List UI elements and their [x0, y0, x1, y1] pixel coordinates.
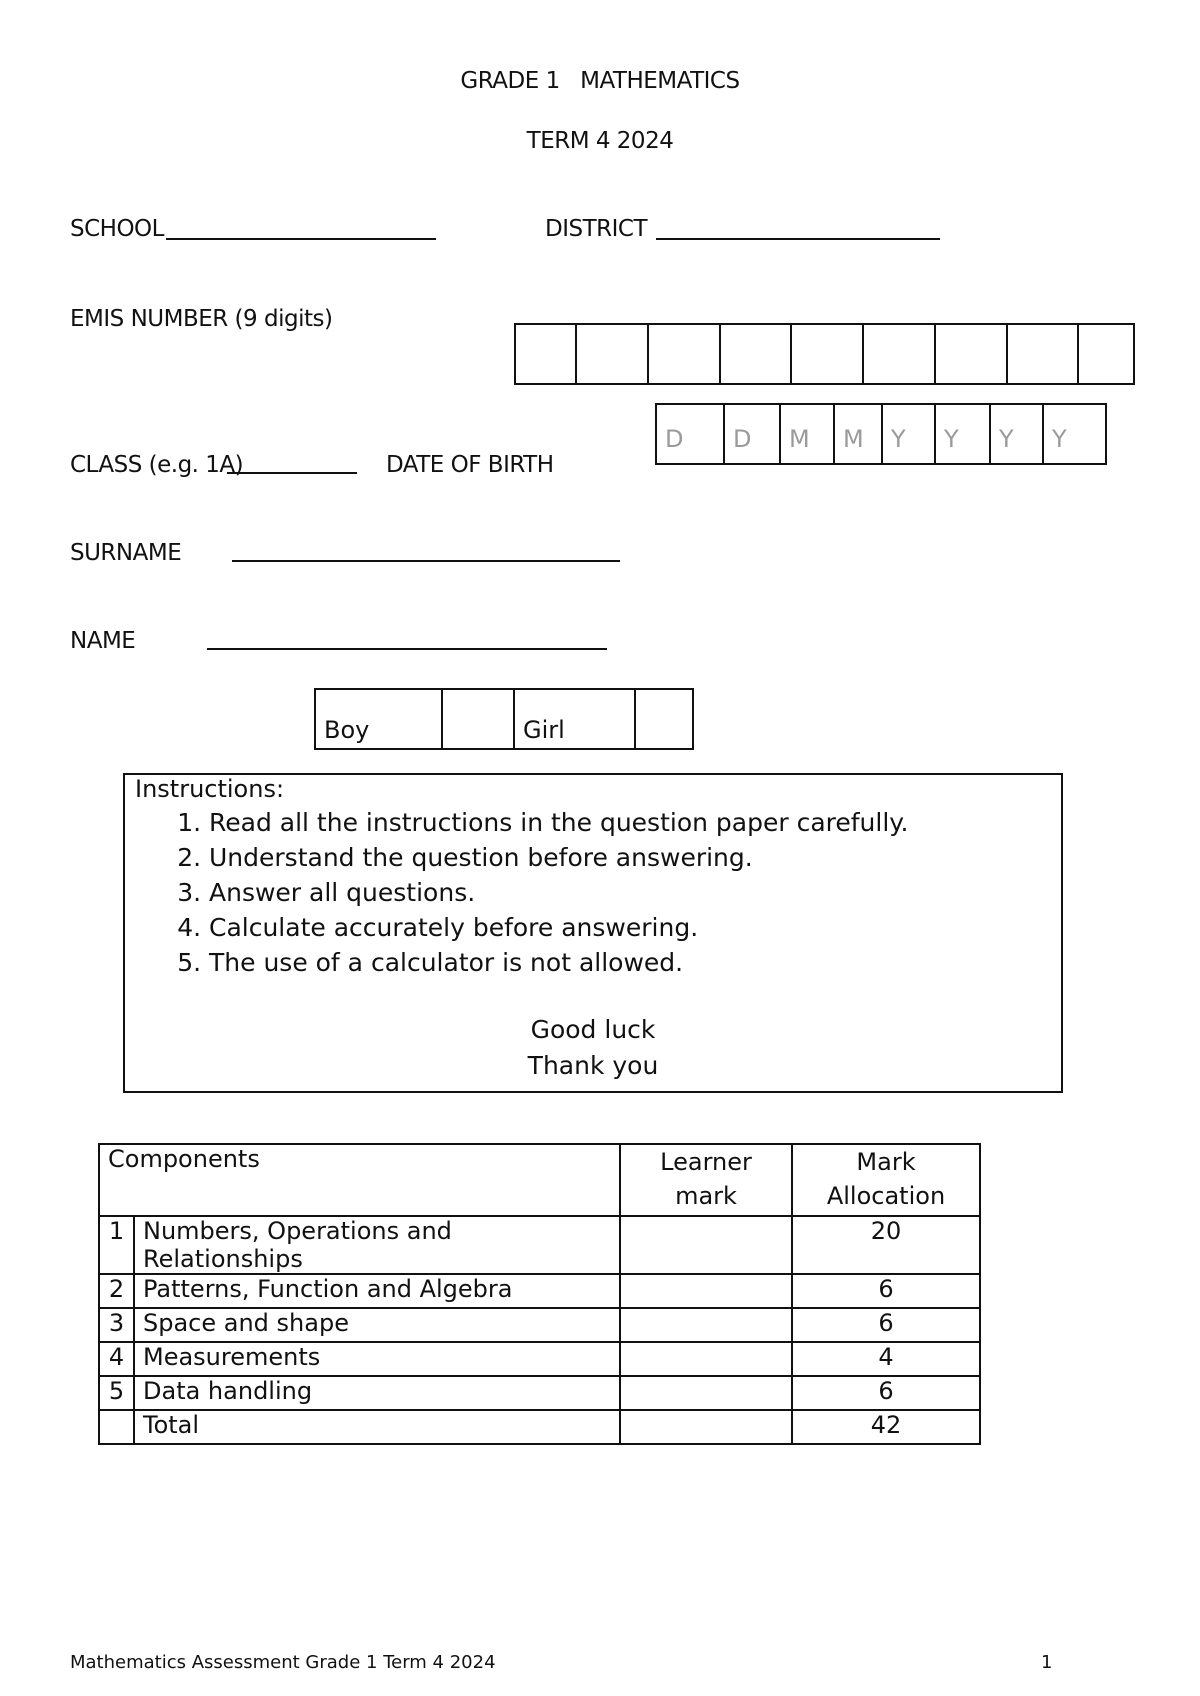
- component-name: Total: [134, 1410, 620, 1444]
- instruction-item: 5. The use of a calculator is not allowed.: [209, 945, 908, 980]
- mark-allocation-cell: 6: [792, 1308, 980, 1342]
- school-field[interactable]: [166, 238, 436, 240]
- component-name: Space and shape: [134, 1308, 620, 1342]
- instruction-item: 1. Read all the instructions in the question paper carefully.: [209, 805, 908, 840]
- emis-digit-box[interactable]: [1077, 325, 1133, 383]
- class-label: CLASS (e.g. 1A): [70, 452, 244, 478]
- table-row: [99, 1376, 980, 1410]
- good-luck-text: Good luck: [530, 1015, 656, 1044]
- table-row: [99, 1308, 980, 1342]
- gender-girl-label: Girl: [513, 690, 634, 748]
- footer-text: Mathematics Assessment Grade 1 Term 4 2024: [70, 1652, 496, 1673]
- learner-mark-header: Learner mark: [620, 1144, 792, 1216]
- instruction-item: 4. Calculate accurately before answering.: [209, 910, 908, 945]
- emis-digit-box[interactable]: [719, 325, 790, 383]
- gender-selection: [314, 688, 694, 750]
- table-row: [99, 1342, 980, 1376]
- dob-month-box[interactable]: M: [833, 405, 881, 463]
- emis-label: EMIS NUMBER (9 digits): [70, 306, 333, 332]
- gender-boy-checkbox[interactable]: [441, 690, 513, 748]
- emis-digit-box[interactable]: [1006, 325, 1077, 383]
- name-field[interactable]: [207, 648, 607, 650]
- row-number: 5: [99, 1376, 134, 1410]
- thank-you-text: Thank you: [527, 1051, 659, 1080]
- name-label: NAME: [70, 628, 136, 654]
- instructions-box: [123, 773, 1063, 1093]
- learner-mark-cell[interactable]: [620, 1410, 792, 1444]
- term-subtitle: TERM 4 2024: [526, 128, 674, 154]
- row-number: [99, 1410, 134, 1444]
- emis-digit-box[interactable]: [516, 325, 575, 383]
- instructions-title: Instructions:: [135, 775, 285, 803]
- page-number: 1: [1041, 1652, 1053, 1673]
- dob-year-box[interactable]: Y: [1042, 405, 1105, 463]
- learner-mark-cell[interactable]: [620, 1376, 792, 1410]
- instruction-item: 2. Understand the question before answering.: [209, 840, 908, 875]
- dob-month-box[interactable]: M: [779, 405, 833, 463]
- school-label: SCHOOL: [70, 216, 164, 242]
- component-name: Patterns, Function and Algebra: [134, 1274, 620, 1308]
- row-number: 2: [99, 1274, 134, 1308]
- instructions-list: [171, 805, 908, 980]
- date-of-birth-label: DATE OF BIRTH: [386, 452, 554, 478]
- table-total-row: [99, 1410, 980, 1444]
- table-header-row: [99, 1144, 980, 1216]
- instruction-item: 3. Answer all questions.: [209, 875, 908, 910]
- learner-mark-cell[interactable]: [620, 1216, 792, 1274]
- component-name: Measurements: [134, 1342, 620, 1376]
- component-name: Numbers, Operations and Relationships: [134, 1216, 620, 1274]
- mark-allocation-cell: 20: [792, 1216, 980, 1274]
- mark-allocation-cell: 6: [792, 1274, 980, 1308]
- date-of-birth-boxes[interactable]: [655, 403, 1107, 465]
- emis-digit-box[interactable]: [790, 325, 862, 383]
- mark-allocation-cell: 6: [792, 1376, 980, 1410]
- district-field[interactable]: [656, 238, 940, 240]
- component-name: Data handling: [134, 1376, 620, 1410]
- row-number: 3: [99, 1308, 134, 1342]
- components-table: [98, 1143, 981, 1445]
- row-number: 4: [99, 1342, 134, 1376]
- table-row: [99, 1274, 980, 1308]
- page-title: GRADE 1 MATHEMATICS: [460, 68, 740, 94]
- emis-number-boxes[interactable]: [514, 323, 1135, 385]
- emis-digit-box[interactable]: [647, 325, 719, 383]
- emis-digit-box[interactable]: [934, 325, 1006, 383]
- dob-year-box[interactable]: Y: [989, 405, 1042, 463]
- class-field[interactable]: [227, 472, 357, 474]
- emis-digit-box[interactable]: [575, 325, 647, 383]
- emis-digit-box[interactable]: [862, 325, 934, 383]
- mark-allocation-header: Mark Allocation: [792, 1144, 980, 1216]
- gender-girl-checkbox[interactable]: [634, 690, 692, 748]
- gender-boy-label: Boy: [324, 716, 370, 744]
- mark-allocation-cell: 4: [792, 1342, 980, 1376]
- learner-mark-cell[interactable]: [620, 1274, 792, 1308]
- surname-label: SURNAME: [70, 540, 182, 566]
- learner-mark-cell[interactable]: [620, 1342, 792, 1376]
- table-row: [99, 1216, 980, 1274]
- dob-year-box[interactable]: Y: [881, 405, 934, 463]
- dob-day-box[interactable]: D: [665, 425, 684, 453]
- dob-year-box[interactable]: Y: [934, 405, 989, 463]
- dob-day-box[interactable]: D: [723, 405, 779, 463]
- district-label: DISTRICT: [545, 216, 648, 242]
- row-number: 1: [99, 1216, 134, 1274]
- mark-allocation-cell: 42: [792, 1410, 980, 1444]
- learner-mark-cell[interactable]: [620, 1308, 792, 1342]
- surname-field[interactable]: [232, 560, 620, 562]
- components-header: Components: [99, 1144, 620, 1216]
